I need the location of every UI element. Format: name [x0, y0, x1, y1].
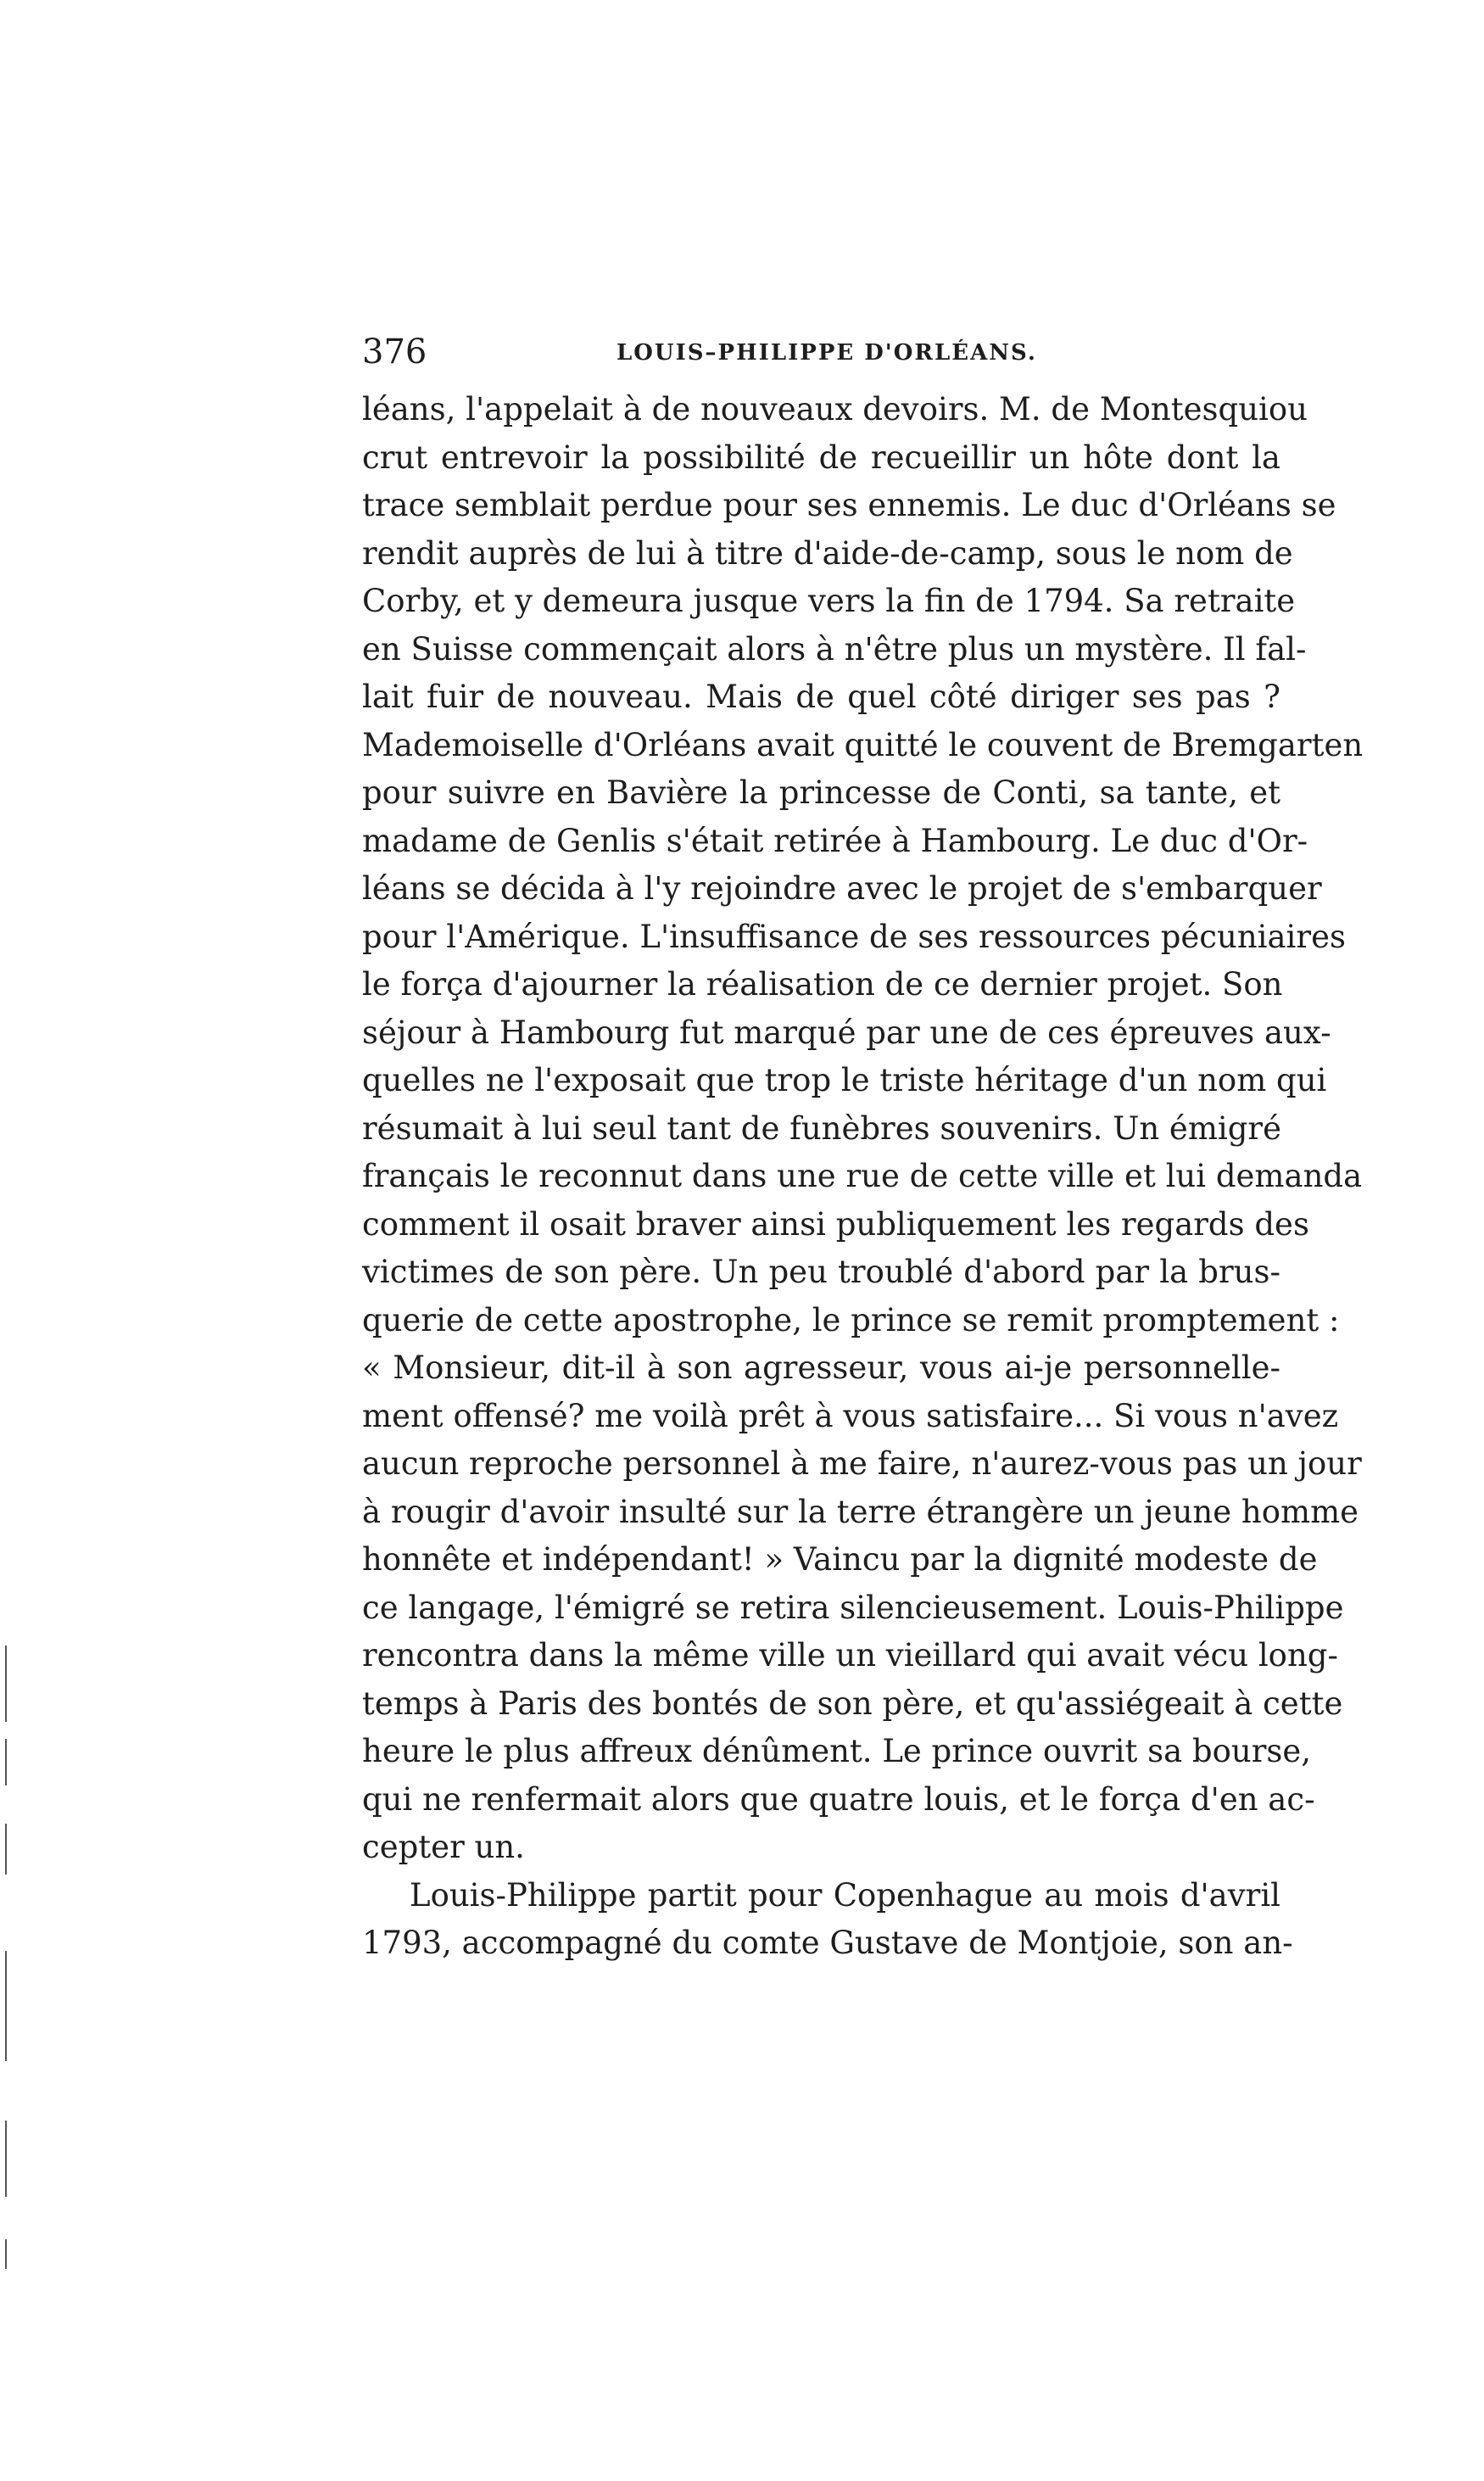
- text-line: pour suivre en Bavière la princesse de Conti, sa tante, et: [362, 774, 1280, 811]
- text-line: léans se décida à l'y rejoindre avec le projet de s'embarquer: [362, 870, 1322, 907]
- scan-mark: [5, 1951, 7, 2061]
- text-line: aucun reproche personnel à me faire, n'aurez-vous pas un jour: [362, 1445, 1362, 1482]
- text-line: Louis-Philippe partit pour Copenhague au mois d'avril: [410, 1876, 1280, 1914]
- text-line: victimes de son père. Un peu troublé d'abord par la brus-: [362, 1254, 1280, 1290]
- text-line: madame de Genlis s'était retirée à Hambourg. Le duc d'Or-: [362, 822, 1308, 859]
- text-line: comment il osait braver ainsi publiquement les regards des: [362, 1205, 1309, 1243]
- page-header: [362, 331, 1280, 373]
- scan-mark: [5, 2121, 7, 2197]
- text-line: qui ne renfermait alors que quatre louis, et le força d'en ac-: [362, 1780, 1315, 1818]
- text-line: heure le plus affreux dénûment. Le prince ouvrit sa bourse,: [362, 1733, 1312, 1769]
- text-line: 1793, accompagné du comte Gustave de Montjoie, son an-: [362, 1925, 1293, 1961]
- scan-mark: [5, 1739, 7, 1785]
- text-line: cepter un.: [362, 1829, 525, 1865]
- scan-mark: [5, 2239, 7, 2269]
- text-line: Corby, et y demeura jusque vers la fin de 1794. Sa retraite: [362, 583, 1296, 619]
- text-line: querie de cette apostrophe, le prince se remit promptement :: [362, 1301, 1340, 1338]
- text-line: rencontra dans la même ville un vieillard qui avait vécu long-: [362, 1637, 1338, 1674]
- scan-mark: [5, 1646, 7, 1722]
- text-line: temps à Paris des bontés de son père, et qu'assiégeait à cette: [362, 1685, 1343, 1722]
- text-line: rendit auprès de lui à titre d'aide-de-camp, sous le nom de: [362, 534, 1293, 572]
- text-line: quelles ne l'exposait que trop le triste héritage d'un nom qui: [362, 1062, 1327, 1098]
- page-number: 376: [362, 332, 427, 372]
- text-line: trace semblait perdue pour ses ennemis. Le duc d'Orléans se: [362, 487, 1336, 523]
- text-line: à rougir d'avoir insulté sur la terre étrangère un jeune homme: [362, 1493, 1359, 1530]
- text-line: pour l'Amérique. L'insuffisance de ses ressources pécuniaires: [362, 918, 1346, 955]
- text-line: crut entrevoir la possibilité de recueillir un hôte dont la: [362, 439, 1280, 476]
- text-line: français le reconnut dans une rue de cette ville et lui demanda: [362, 1158, 1363, 1194]
- text-line: lait fuir de nouveau. Mais de quel côté diriger ses pas ?: [362, 679, 1280, 715]
- text-line: honnête et indépendant! » Vaincu par la dignité modeste de: [362, 1541, 1318, 1578]
- text-line: ment offensé? me voilà prêt à vous satisfaire... Si vous n'avez: [362, 1397, 1339, 1434]
- text-line: séjour à Hambourg fut marqué par une de ces épreuves aux-: [362, 1014, 1331, 1051]
- running-title: LOUIS–PHILIPPE D'ORLÉANS.: [616, 340, 1037, 366]
- scan-margin-marks: [5, 1646, 8, 2324]
- text-line: résumait à lui seul tant de funèbres souvenirs. Un émigré: [362, 1109, 1282, 1147]
- text-line: Mademoiselle d'Orléans avait quitté le couvent de Bremgarten: [362, 726, 1364, 763]
- text-line: en Suisse commençait alors à n'être plus un mystère. Il fal-: [362, 630, 1307, 668]
- scan-mark: [5, 1824, 7, 1875]
- text-line: « Monsieur, dit-il à son agresseur, vous ai-je personnelle-: [362, 1349, 1280, 1386]
- text-line: le força d'ajourner la réalisation de ce dernier projet. Son: [362, 966, 1283, 1003]
- text-line: ce langage, l'émigré se retira silencieusement. Louis-Philippe: [362, 1589, 1344, 1626]
- body-text: [362, 386, 1364, 2303]
- text-line: léans, l'appelait à de nouveaux devoirs. M. de Montesquiou: [362, 391, 1308, 427]
